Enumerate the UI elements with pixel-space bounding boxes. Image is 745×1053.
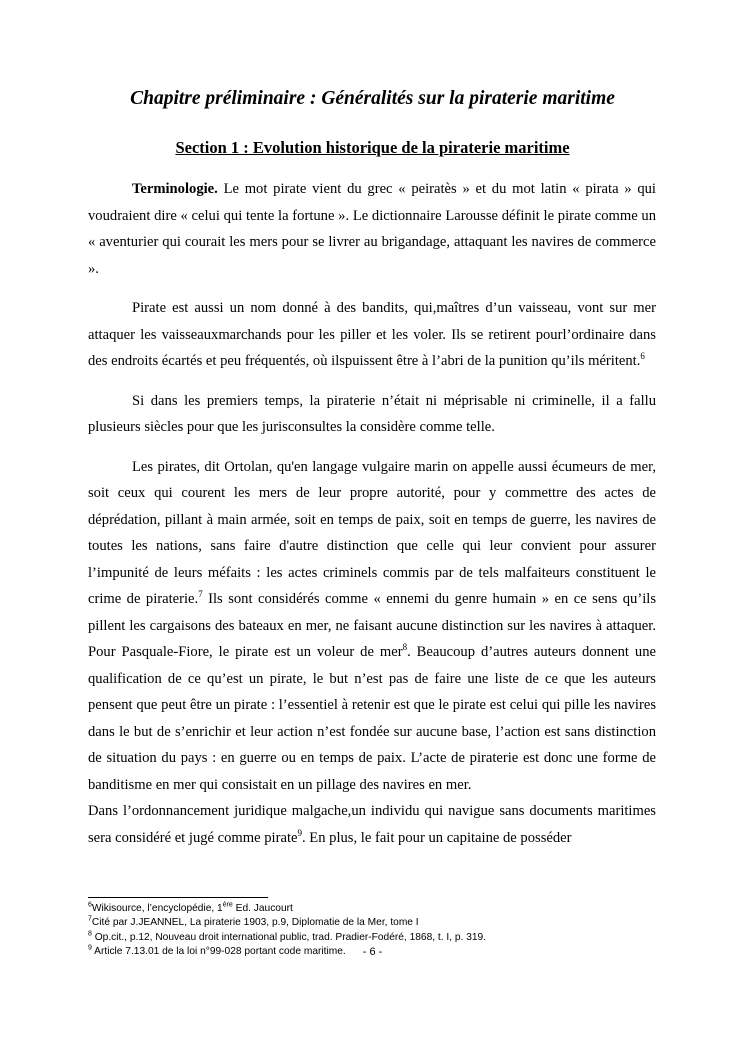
footnote-ref: 9 (297, 827, 302, 838)
body-text (88, 176, 656, 851)
footnote-8 (88, 931, 688, 945)
paragraph-history (88, 388, 656, 441)
page-number: - 6 - (362, 946, 383, 958)
section-title: Section 1 : Evolution historique de la piraterie maritime (175, 138, 570, 157)
paragraph-text: . En plus, le fait pour un capitaine de posséder (302, 829, 572, 846)
footnote-text: Article 7.13.01 de la loi n°99-028 portant code maritime. (91, 946, 346, 958)
footnote-text: Wikisource, l’encyclopédie, 1 (91, 903, 223, 914)
footnote-6 (88, 902, 688, 916)
footnote-ref: 7 (198, 589, 203, 600)
paragraph-text: Si dans les premiers temps, la piraterie n’était ni méprisable ni criminelle, il a fallu plusieurs siècles pour que les jurisconsultes la considère comme telle. (88, 392, 656, 435)
footnote-separator (88, 897, 268, 898)
footnote-number: 7 (88, 916, 92, 924)
footnote-superscript: ère (222, 901, 233, 909)
footnote-text: Cité par J.JEANNEL, La piraterie 1903, p.9, Diplomatie de la Mer, tome I (91, 917, 419, 929)
paragraph-lead: Terminologie. (132, 181, 218, 197)
paragraph-malagasy-law (88, 798, 656, 851)
paragraph-text: . Beaucoup d’autres auteurs donnent une qualification de ce qu’est un pirate, le but n’est pas de faire une liste de ce que les auteurs pensent que peut être un pirate : l’essentiel à retenir est que le pirate est celui qui pille les navires dans le but de s’enrichir et leur action n’est fondée sur aucune base, l’action est sans distinction de situation du pays : en guerre ou en temps de paix. L’acte de piraterie est donc une forme de banditisme en mer qui consistait en un pillage des navires en mer. (88, 644, 656, 793)
paragraph-ortolan (88, 454, 656, 799)
paragraph-text: Le mot pirate vient du grec « peiratès » et du mot latin « pirata » qui voudraient dire « celui qui tente la fortune ». Le dictionnaire Larousse définit le pirate comme un « aventurier qui courait les mers pour se livrer au brigandage, attaquant les navires de commerce ». (88, 181, 656, 277)
paragraph-pirate-definition (88, 295, 656, 375)
footnote-7 (88, 916, 688, 930)
paragraph-terminologie (88, 176, 656, 282)
paragraph-text: Pirate est aussi un nom donné à des bandits, qui,maîtres d’un vaisseau, vont sur mer attaquer les vaisseauxmarchands pour les piller et les voler. Ils se retirent pourl’ordinaire dans des endroits écartés et peu fréquentés, où ilspuissent être à l’abri de la punition qu’ils méritent. (88, 300, 656, 369)
footnote-text: Ed. Jaucourt (232, 903, 293, 914)
footnote-text: Op.cit., p.12, Nouveau droit international public, trad. Pradier-Fodéré, 1868, t. I, p. 319. (91, 931, 487, 943)
chapter-title: Chapitre préliminaire : Généralités sur la piraterie maritime (130, 88, 615, 109)
footnote-ref: 6 (640, 351, 645, 362)
footnote-number: 9 (88, 944, 92, 952)
footnote-number: 8 (88, 930, 92, 938)
paragraph-text: Ils sont considérés comme « ennemi du genre humain » en ce sens qu’ils pillent les cargaisons des bateaux en mer, ne faisant aucune distinction sur les navires à attaquer. Pour Pasquale-Fiore, le pirate est un voleur de mer (88, 591, 657, 660)
paragraph-text: Les pirates, dit Ortolan, qu'en langage vulgaire marin on appelle aussi écumeurs de mer, soit ceux qui courent les mers de leur propre autorité, pour y commettre des actes de déprédation, pillant à main armée, soit en temps de paix, soit en temps de guerre, les navires de toutes les nations, sans faire d'autre distinction que celle qui leur convient pour assurer l’impunité de leurs méfaits : les actes criminels commis par de tels malfaiteurs constituent le crime de piraterie. (88, 458, 656, 607)
footnote-number: 6 (88, 901, 92, 909)
paragraph-text: Dans l’ordonnancement juridique malgache,un individu qui navigue sans documents maritimes sera considéré et jugé comme pirate (88, 803, 656, 846)
footnote-ref: 8 (402, 642, 408, 653)
